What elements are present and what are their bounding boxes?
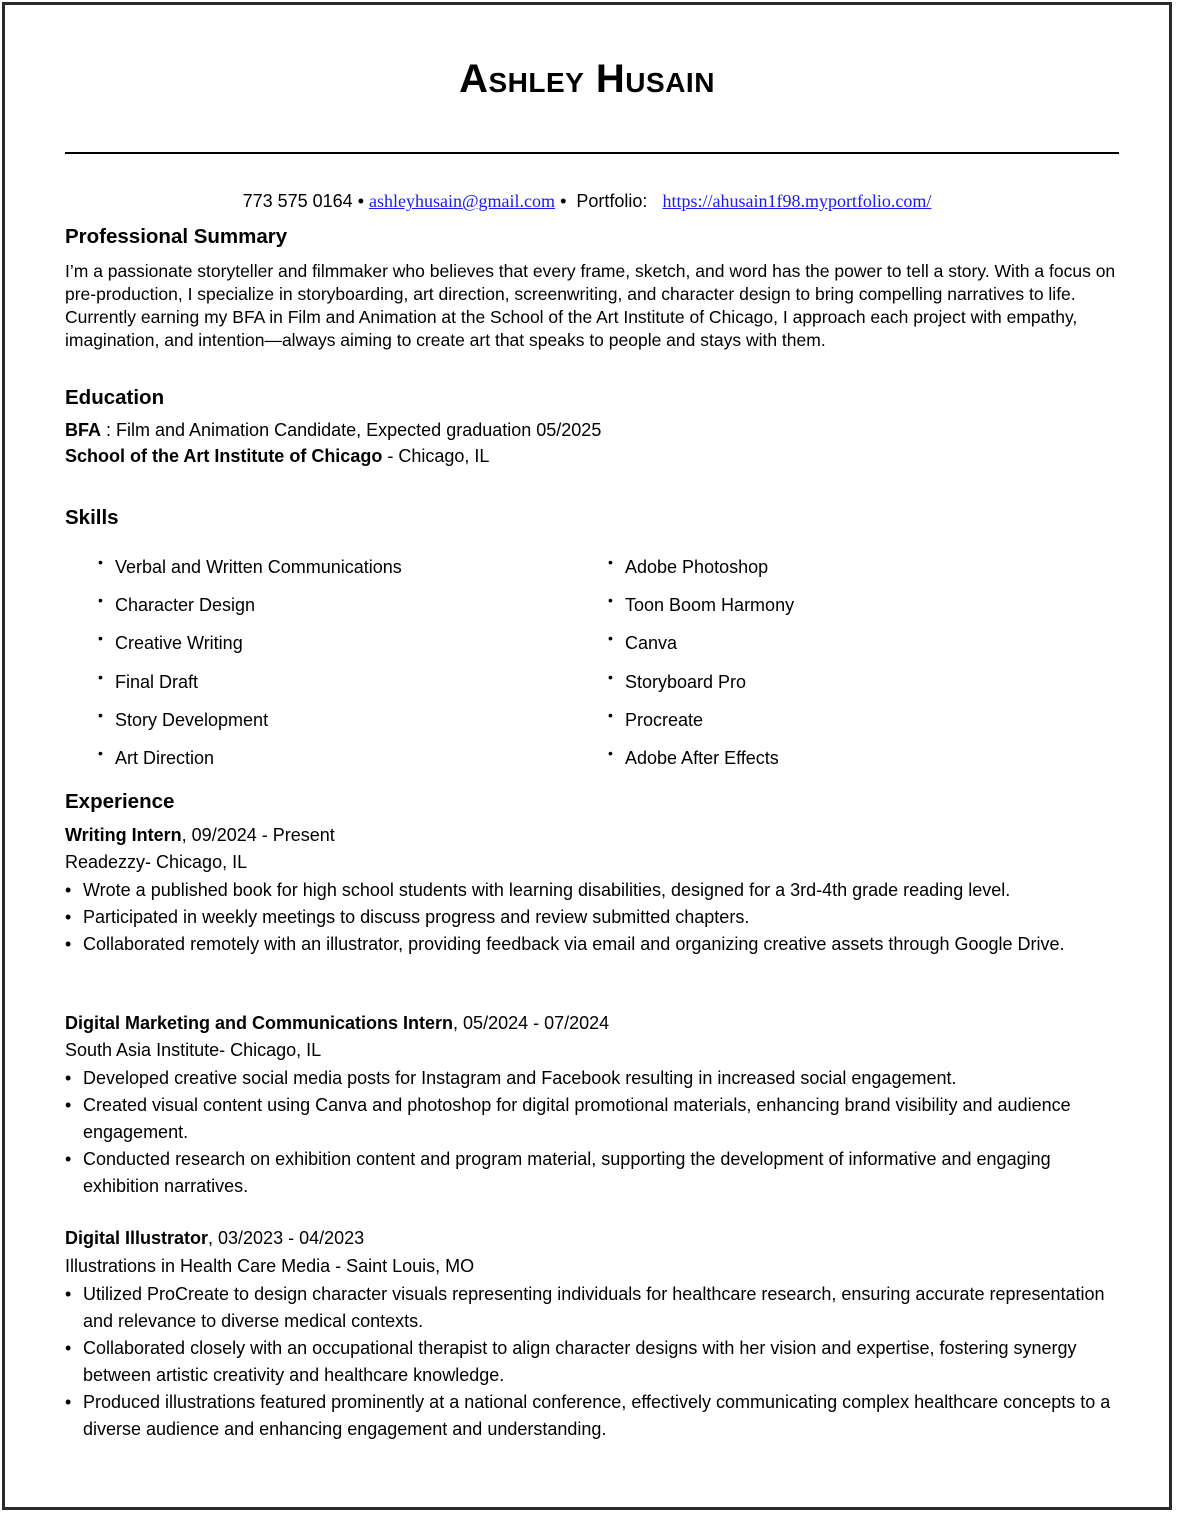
resume-page [2,2,1172,1510]
separator-dot: • [560,191,577,211]
job-dates: , 05/2024 - 07/2024 [453,1013,610,1033]
bullet-item: • Produced illustrations featured prominently at a national conference, effectively communicating complex healthcare concepts to a diverse audience and enhancing engagement and understanding. [65,1389,1125,1443]
education-school-line [65,444,489,469]
degree-name: BFA [65,420,101,440]
job-title: Writing Intern [65,825,182,845]
job-title-line [65,1226,364,1251]
skill-item: • Art Direction [98,746,402,784]
skill-item: • Adobe After Effects [608,746,794,784]
skill-item: • Canva [608,631,794,669]
bullet-item: • Created visual content using Canva and photoshop for digital promotional materials, enhancing brand visibility and audience engagement. [65,1092,1125,1146]
header-divider [65,152,1119,154]
job-bullets [65,877,1125,958]
education-degree-line [65,418,601,443]
skill-item: • Final Draft [98,670,402,708]
degree-detail: : Film and Animation Candidate, Expected graduation 05/2025 [101,420,602,440]
job-title: Digital Illustrator [65,1228,209,1248]
job-org: Readezzy- Chicago, IL [65,852,248,872]
skills-heading: Skills [65,506,119,529]
contact-line [5,191,1169,212]
skill-item: • Verbal and Written Communications [98,555,402,593]
bullet-item: • Developed creative social media posts for Instagram and Facebook resulting in increased social engagement. [65,1065,1125,1092]
education-heading: Education [65,386,165,409]
bullet-item: • Wrote a published book for high school students with learning disabilities, designed for a 3rd-4th grade reading level. [65,877,1125,904]
portfolio-link[interactable]: https://ahusain1f98.myportfolio.com/ [662,191,932,211]
resume-name: Ashley Husain [459,57,715,101]
bullet-item: • Conducted research on exhibition content and program material, supporting the development of informative and engaging exhibition narratives. [65,1146,1125,1200]
school-name: School of the Art Institute of Chicago [65,446,383,466]
job-title: Digital Marketing and Communications Intern [65,1013,454,1033]
job-org: Illustrations in Health Care Media - Saint Louis, MO [65,1256,475,1276]
skills-list-left [98,555,402,784]
skill-item: • Story Development [98,708,402,746]
job-title-line [65,1011,609,1036]
phone-number: 773 575 0164 [242,191,353,211]
summary-text: I’m a passionate storyteller and filmmaker who believes that every frame, sketch, and word has the power to tell a story. With a focus on pre-production, I specialize in storyboarding, art direction, screenwriting, and character design to bring compelling narratives to life. Currently earning my BFA in Film and Animation at the School of the Art Institute of Chicago, I approach each project with empathy, imagination, and intention—always aiming to create art that speaks to people and stays with them. [65,261,1116,350]
summary-heading: Professional Summary [65,225,288,248]
job-org: South Asia Institute- Chicago, IL [65,1040,322,1060]
job-dates: , 09/2024 - Present [181,825,335,845]
skill-item: • Adobe Photoshop [608,555,794,593]
skill-item: • Toon Boom Harmony [608,593,794,631]
skill-item: • Creative Writing [98,631,402,669]
skill-item: • Storyboard Pro [608,670,794,708]
separator-dot: • [357,191,369,211]
job-bullets [65,1281,1125,1443]
bullet-item: • Participated in weekly meetings to discuss progress and review submitted chapters. [65,904,1125,931]
school-location: - Chicago, IL [382,446,490,466]
bullet-item: • Collaborated closely with an occupational therapist to align character designs with her vision and expertise, fostering synergy between artistic creativity and healthcare knowledge. [65,1335,1125,1389]
skill-item: • Character Design [98,593,402,631]
bullet-item: • Utilized ProCreate to design character visuals representing individuals for healthcare research, ensuring accurate representation and relevance to diverse medical contexts. [65,1281,1125,1335]
bullet-item: • Collaborated remotely with an illustrator, providing feedback via email and organizing creative assets through Google Drive. [65,931,1125,958]
email-link[interactable]: ashleyhusain@gmail.com [369,191,556,211]
job-dates: , 03/2023 - 04/2023 [208,1228,365,1248]
job-bullets [65,1065,1125,1200]
skills-list-right [608,555,794,784]
skill-item: • Procreate [608,708,794,746]
portfolio-label: Portfolio: [576,191,648,211]
job-title-line [65,823,335,848]
experience-heading: Experience [65,790,175,813]
